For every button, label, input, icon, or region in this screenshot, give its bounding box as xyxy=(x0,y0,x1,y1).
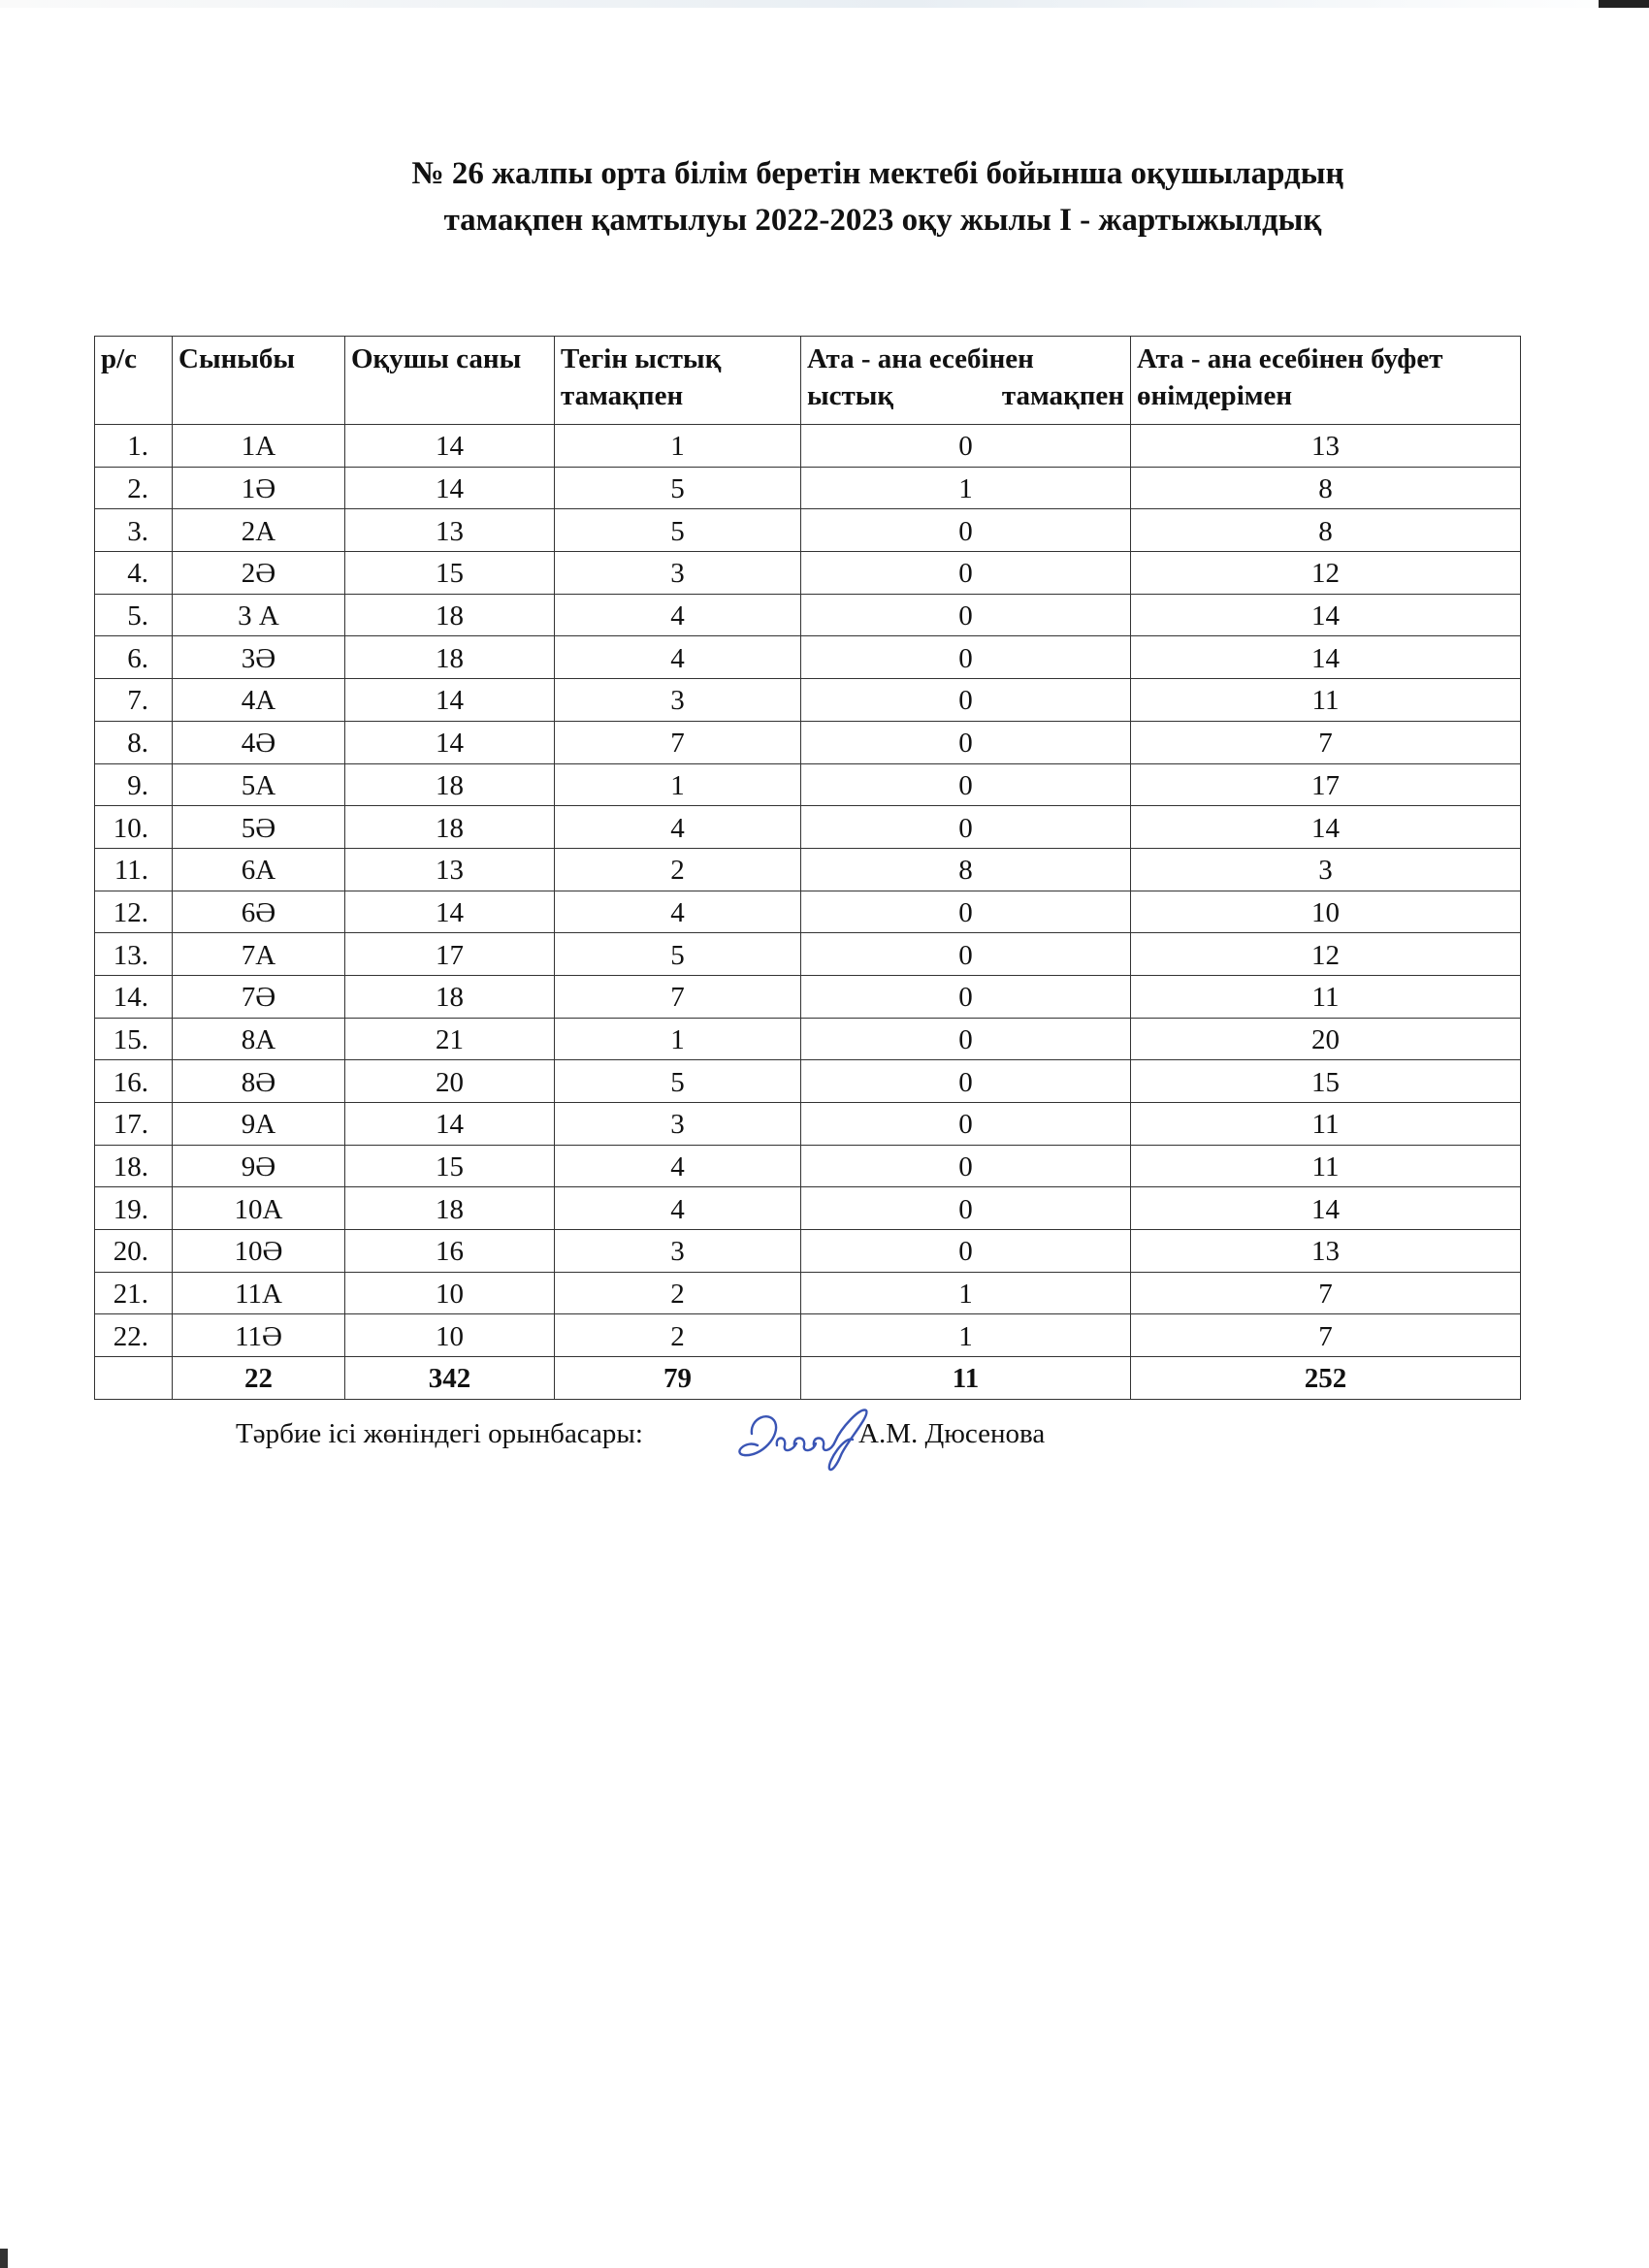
header-class: Сыныбы xyxy=(173,337,345,425)
cell-class: 7А xyxy=(173,933,345,976)
cell-number: 1. xyxy=(95,425,173,468)
table-row xyxy=(95,425,1521,468)
cell-student-count: 18 xyxy=(345,806,555,849)
cell-number: 3. xyxy=(95,509,173,552)
document-title xyxy=(0,150,1649,243)
cell-parent-hot: 0 xyxy=(801,1060,1131,1103)
cell-class: 1Ә xyxy=(173,467,345,509)
cell-parent-hot: 0 xyxy=(801,636,1131,679)
cell-class: 3Ә xyxy=(173,636,345,679)
cell-parent-hot: 0 xyxy=(801,721,1131,763)
table-header-row xyxy=(95,337,1521,425)
cell-parent-hot: 0 xyxy=(801,891,1131,933)
cell-free-hot: 3 xyxy=(555,552,801,595)
table-row xyxy=(95,1145,1521,1187)
cell-student-count: 10 xyxy=(345,1272,555,1314)
cell-parent-hot: 1 xyxy=(801,467,1131,509)
cell-parent-buffet: 14 xyxy=(1131,636,1521,679)
handwritten-signature xyxy=(732,1397,873,1474)
cell-number: 22. xyxy=(95,1314,173,1357)
cell-class: 4Ә xyxy=(173,721,345,763)
cell-number: 18. xyxy=(95,1145,173,1187)
table-row xyxy=(95,636,1521,679)
cell-parent-hot: 0 xyxy=(801,1230,1131,1273)
table-row xyxy=(95,1187,1521,1230)
cell-free-hot: 4 xyxy=(555,594,801,636)
scan-top-edge xyxy=(0,0,1649,8)
cell-student-count: 20 xyxy=(345,1060,555,1103)
table-row xyxy=(95,1018,1521,1060)
cell-student-count: 16 xyxy=(345,1230,555,1273)
cell-parent-hot: 0 xyxy=(801,1103,1131,1146)
cell-parent-buffet: 12 xyxy=(1131,933,1521,976)
cell-free-hot: 3 xyxy=(555,1230,801,1273)
cell-student-count: 21 xyxy=(345,1018,555,1060)
cell-free-hot: 3 xyxy=(555,1103,801,1146)
cell-free-hot: 4 xyxy=(555,806,801,849)
cell-free-hot: 3 xyxy=(555,679,801,722)
cell-number: 4. xyxy=(95,552,173,595)
cell-class: 11А xyxy=(173,1272,345,1314)
cell-parent-buffet: 8 xyxy=(1131,467,1521,509)
cell-parent-buffet: 11 xyxy=(1131,679,1521,722)
cell-student-count: 18 xyxy=(345,594,555,636)
cell-number: 15. xyxy=(95,1018,173,1060)
cell-parent-hot: 0 xyxy=(801,1018,1131,1060)
cell-class: 6А xyxy=(173,848,345,891)
cell-parent-hot: 1 xyxy=(801,1272,1131,1314)
cell-parent-hot: 8 xyxy=(801,848,1131,891)
cell-class: 5А xyxy=(173,763,345,806)
title-line-2: тамақпен қамтылуы 2022-2023 оқу жылы І - жартыжылдық xyxy=(443,203,1322,238)
cell-student-count: 14 xyxy=(345,467,555,509)
table-row xyxy=(95,467,1521,509)
cell-number: 9. xyxy=(95,763,173,806)
cell-parent-buffet: 12 xyxy=(1131,552,1521,595)
cell-parent-buffet: 14 xyxy=(1131,594,1521,636)
cell-parent-hot: 0 xyxy=(801,975,1131,1018)
cell-number: 19. xyxy=(95,1187,173,1230)
cell-number: 12. xyxy=(95,891,173,933)
signatory-position: Тәрбие ісі жөніндегі орынбасары: xyxy=(236,1418,643,1449)
table-row xyxy=(95,848,1521,891)
cell-parent-buffet: 11 xyxy=(1131,975,1521,1018)
cell-parent-buffet: 10 xyxy=(1131,891,1521,933)
cell-class: 3 А xyxy=(173,594,345,636)
cell-class: 2Ә xyxy=(173,552,345,595)
cell-parent-buffet: 7 xyxy=(1131,1314,1521,1357)
cell-free-hot: 5 xyxy=(555,1060,801,1103)
cell-free-hot: 2 xyxy=(555,848,801,891)
header-student-count: Оқушы саны xyxy=(345,337,555,425)
cell-free-hot: 2 xyxy=(555,1272,801,1314)
cell-number: 5. xyxy=(95,594,173,636)
cell-parent-buffet: 17 xyxy=(1131,763,1521,806)
cell-class: 8Ә xyxy=(173,1060,345,1103)
cell-student-count: 14 xyxy=(345,721,555,763)
cell-parent-buffet: 15 xyxy=(1131,1060,1521,1103)
cell-student-count: 14 xyxy=(345,425,555,468)
header-parent-paid-buffet: Ата - ана есебінен буфет өнімдерімен xyxy=(1131,337,1521,425)
cell-student-count: 15 xyxy=(345,1145,555,1187)
cell-parent-hot: 0 xyxy=(801,806,1131,849)
cell-class: 11Ә xyxy=(173,1314,345,1357)
cell-free-hot: 5 xyxy=(555,933,801,976)
cell-parent-buffet: 7 xyxy=(1131,1272,1521,1314)
cell-parent-hot: 0 xyxy=(801,1187,1131,1230)
cell-class: 9А xyxy=(173,1103,345,1146)
cell-parent-hot: 0 xyxy=(801,509,1131,552)
cell-parent-buffet: 7 xyxy=(1131,721,1521,763)
cell-class: 10Ә xyxy=(173,1230,345,1273)
cell-number: 21. xyxy=(95,1272,173,1314)
cell-parent-hot: 0 xyxy=(801,594,1131,636)
cell-number: 20. xyxy=(95,1230,173,1273)
cell-free-hot: 4 xyxy=(555,891,801,933)
cell-parent-hot: 0 xyxy=(801,933,1131,976)
cell-parent-buffet: 11 xyxy=(1131,1145,1521,1187)
cell-student-count: 14 xyxy=(345,679,555,722)
cell-free-hot: 7 xyxy=(555,975,801,1018)
cell-number: 8. xyxy=(95,721,173,763)
cell-student-count: 14 xyxy=(345,891,555,933)
table-row xyxy=(95,1314,1521,1357)
cell-student-count: 13 xyxy=(345,848,555,891)
cell-number: 11. xyxy=(95,848,173,891)
cell-class: 9Ә xyxy=(173,1145,345,1187)
cell-student-count: 18 xyxy=(345,1187,555,1230)
table-body xyxy=(95,425,1521,1400)
cell-number: 14. xyxy=(95,975,173,1018)
cell-parent-buffet: 8 xyxy=(1131,509,1521,552)
table-row xyxy=(95,679,1521,722)
cell-class: 10А xyxy=(173,1187,345,1230)
cell-parent-buffet: 20 xyxy=(1131,1018,1521,1060)
table-total-row xyxy=(95,1357,1521,1400)
cell-class: 1А xyxy=(173,425,345,468)
cell-class: 4А xyxy=(173,679,345,722)
total-cell-parent-buffet: 252 xyxy=(1131,1357,1521,1400)
cell-student-count: 18 xyxy=(345,636,555,679)
table-row xyxy=(95,594,1521,636)
cell-parent-hot: 0 xyxy=(801,1145,1131,1187)
total-cell-class: 22 xyxy=(173,1357,345,1400)
table-row xyxy=(95,933,1521,976)
header-number: р/с xyxy=(95,337,173,425)
cell-student-count: 15 xyxy=(345,552,555,595)
cell-free-hot: 1 xyxy=(555,425,801,468)
cell-class: 6Ә xyxy=(173,891,345,933)
cell-free-hot: 4 xyxy=(555,636,801,679)
cell-parent-buffet: 14 xyxy=(1131,1187,1521,1230)
cell-student-count: 14 xyxy=(345,1103,555,1146)
cell-parent-hot: 0 xyxy=(801,679,1131,722)
table-row xyxy=(95,763,1521,806)
cell-free-hot: 4 xyxy=(555,1187,801,1230)
table-row xyxy=(95,891,1521,933)
cell-parent-buffet: 13 xyxy=(1131,1230,1521,1273)
table-row xyxy=(95,1103,1521,1146)
cell-parent-hot: 0 xyxy=(801,552,1131,595)
cell-parent-buffet: 13 xyxy=(1131,425,1521,468)
cell-free-hot: 4 xyxy=(555,1145,801,1187)
cell-free-hot: 5 xyxy=(555,467,801,509)
total-cell-number xyxy=(95,1357,173,1400)
table-row xyxy=(95,1272,1521,1314)
table-row xyxy=(95,509,1521,552)
table-row xyxy=(95,552,1521,595)
cell-student-count: 13 xyxy=(345,509,555,552)
cell-class: 7Ә xyxy=(173,975,345,1018)
meal-coverage-table xyxy=(94,336,1521,1400)
cell-free-hot: 7 xyxy=(555,721,801,763)
cell-class: 8А xyxy=(173,1018,345,1060)
cell-student-count: 10 xyxy=(345,1314,555,1357)
cell-free-hot: 1 xyxy=(555,1018,801,1060)
total-cell-parent-hot: 11 xyxy=(801,1357,1131,1400)
cell-number: 13. xyxy=(95,933,173,976)
cell-class: 2А xyxy=(173,509,345,552)
cell-class: 5Ә xyxy=(173,806,345,849)
cell-student-count: 17 xyxy=(345,933,555,976)
cell-number: 6. xyxy=(95,636,173,679)
cell-number: 16. xyxy=(95,1060,173,1103)
cell-parent-hot: 0 xyxy=(801,763,1131,806)
table-row xyxy=(95,1060,1521,1103)
cell-parent-hot: 0 xyxy=(801,425,1131,468)
table-row xyxy=(95,806,1521,849)
total-cell-free-hot: 79 xyxy=(555,1357,801,1400)
cell-number: 10. xyxy=(95,806,173,849)
header-parent-paid-hot-meals: Ата - ана есебінен ыстық тамақпен xyxy=(801,337,1131,425)
cell-student-count: 18 xyxy=(345,763,555,806)
total-cell-student-count: 342 xyxy=(345,1357,555,1400)
cell-parent-buffet: 3 xyxy=(1131,848,1521,891)
cell-parent-buffet: 11 xyxy=(1131,1103,1521,1146)
scan-left-mark xyxy=(0,2249,8,2268)
cell-number: 7. xyxy=(95,679,173,722)
cell-number: 2. xyxy=(95,467,173,509)
table-row xyxy=(95,721,1521,763)
cell-free-hot: 2 xyxy=(555,1314,801,1357)
scan-corner-mark xyxy=(1599,0,1649,8)
cell-parent-hot: 1 xyxy=(801,1314,1131,1357)
cell-student-count: 18 xyxy=(345,975,555,1018)
table-row xyxy=(95,1230,1521,1273)
signatory-name: А.М. Дюсенова xyxy=(858,1418,1046,1449)
cell-number: 17. xyxy=(95,1103,173,1146)
cell-free-hot: 1 xyxy=(555,763,801,806)
header-free-hot-meals: Тегін ыстық тамақпен xyxy=(555,337,801,425)
table-row xyxy=(95,975,1521,1018)
cell-parent-buffet: 14 xyxy=(1131,806,1521,849)
cell-free-hot: 5 xyxy=(555,509,801,552)
title-line-1: № 26 жалпы орта білім беретін мектебі бойынша оқушылардың xyxy=(411,156,1344,191)
